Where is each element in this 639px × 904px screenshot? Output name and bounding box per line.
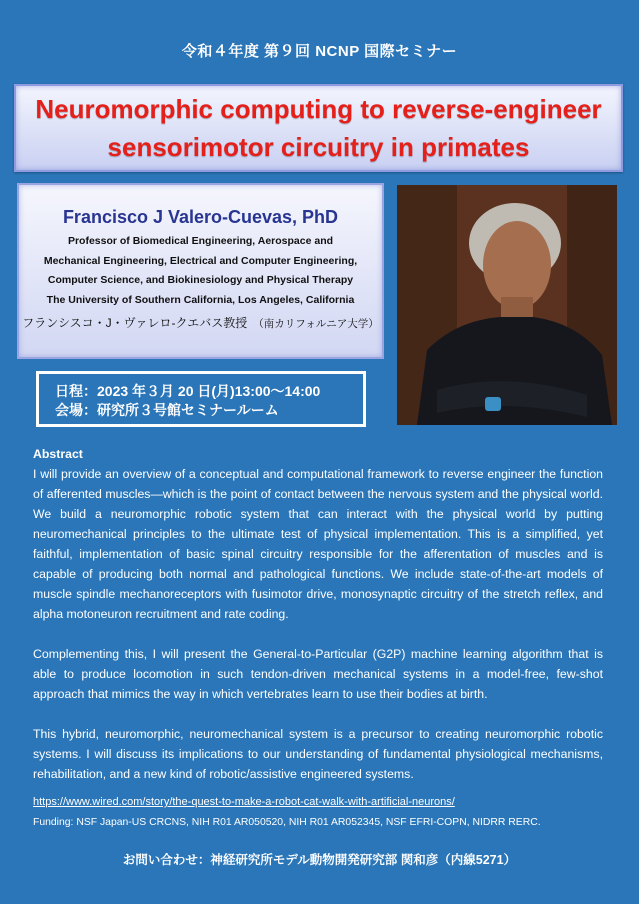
abstract-paragraph: Complementing this, I will present the General-to-Particular (G2P) machine learning algorithm that is able to produce locomotion in such tendon-driven mechanical systems in a model-free, few-shot approach that mimics the way in which vertebrates learn to use their bodies at birth. xyxy=(33,647,603,701)
title-line-1: Neuromorphic computing to reverse-engineer xyxy=(35,94,602,124)
funding-text: Funding: NSF Japan-US CRCNS, NIH R01 AR050520, NIH R01 AR052345, NSF EFRI-COPN, NIDRR RERC. xyxy=(33,817,541,828)
affiliation-line: Computer Science, and Biokinesiology and Physical Therapy xyxy=(47,274,354,286)
abstract-paragraph: I will provide an overview of a conceptual and computational framework to reverse engineer the function of afferented muscles—which is the point of contact between the nervous system and the physical world. We build a neuromorphic robotic system that can interact with the physical world by putting neuromechanical principles to the ultimate test of physical implementation. This is a simplified, yet faithful, implementation of basic spinal circuitry responsible for the afferentation of muscles and is capable of producing both normal and pathological functions. We include state-of-the-art models of muscle spindle mechanoreceptors with fusimotor drive, monosynaptic circuitry of the stretch reflex, and alpha motoneuron recruitment and rate coding. xyxy=(33,467,603,621)
title-line-2: sensorimotor circuitry in primates xyxy=(107,132,530,162)
abstract-heading: Abstract xyxy=(33,447,83,461)
event-line: 令和４年度 第９回 NCNP 国際セミナー xyxy=(181,43,458,60)
speaker-name: Francisco J Valero-Cuevas, PhD xyxy=(62,207,339,227)
affiliation-line: The University of Southern California, Los Angeles, California xyxy=(46,293,355,306)
schedule-date: 日程：2023 年３月 20 日(月)13:00～14:00 xyxy=(55,383,321,399)
abstract-paragraph: This hybrid, neuromorphic, neuromechanical system is a precursor to creating neuromorphic robotic systems. I will discuss its implications to our understanding of fundamental physiological mechanisms, rehabilitation, and a new kind of robotic/assistive engineered systems. xyxy=(33,727,603,781)
speaker-name-jp-text: フランシスコ・J・ヴァレロ-クエバス教授 xyxy=(22,316,248,330)
speaker-affiliation-jp: （南カリフォルニア大学） xyxy=(253,318,379,330)
affiliation-line: Mechanical Engineering, Electrical and Computer Engineering, xyxy=(43,254,358,267)
affiliation-line: Professor of Biomedical Engineering, Aerospace and xyxy=(67,235,334,247)
speaker-name-jp xyxy=(19,314,382,331)
title-box xyxy=(14,84,623,172)
speaker-photo-illustration xyxy=(397,185,617,425)
speaker-photo xyxy=(397,185,617,425)
schedule-box xyxy=(36,371,366,427)
abstract xyxy=(33,444,603,784)
contact-info: お問い合わせ：神経研究所モデル動物開発研究部 関和彦（内線5271） xyxy=(122,853,517,867)
speaker-box xyxy=(17,183,384,359)
reference-link[interactable]: https://www.wired.com/story/the-quest-to-make-a-robot-cat-walk-with-artificial-neurons/ xyxy=(33,796,455,808)
schedule-venue: 会場：研究所３号館セミナールーム xyxy=(55,402,279,418)
